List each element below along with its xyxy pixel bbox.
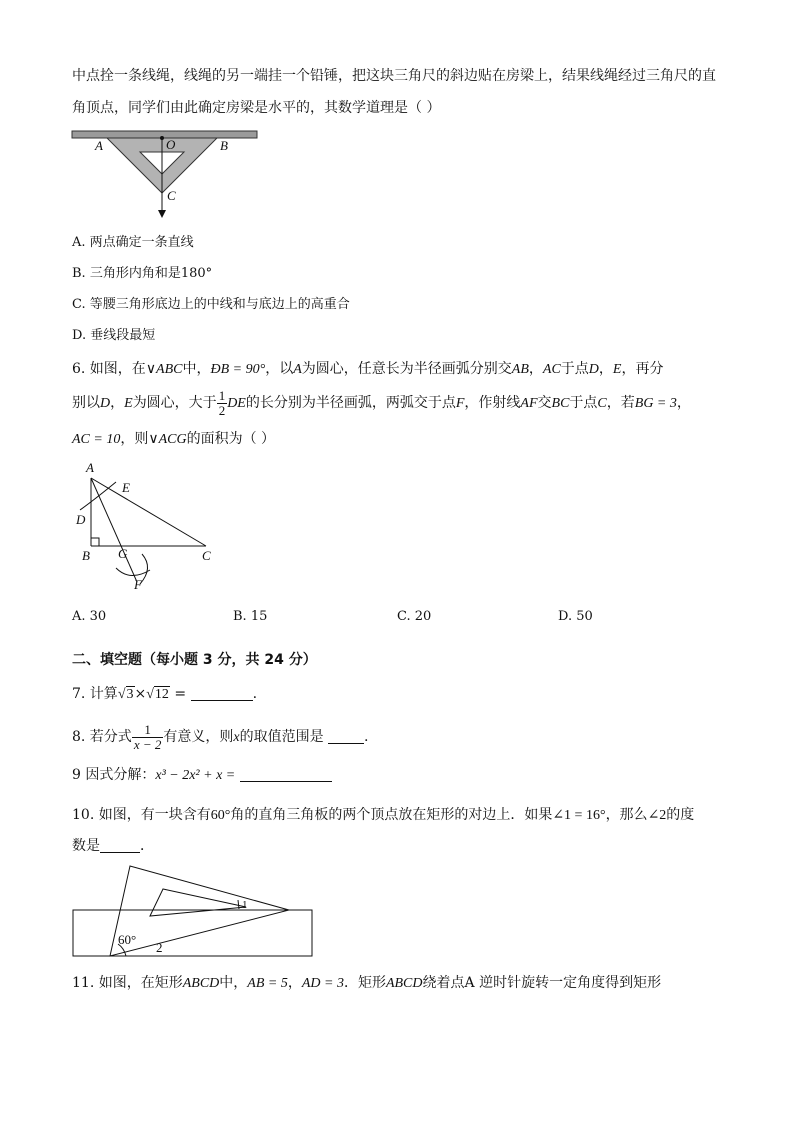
q5-figure [70, 128, 262, 220]
section-heading: 二、填空题（每小题 3 分，共 24 分） [72, 652, 317, 668]
label-c: C [202, 548, 211, 563]
label-f: F [134, 577, 142, 592]
label-e: E [122, 480, 130, 495]
q10-stem-line2: 数是 ． [72, 838, 154, 854]
q10-stem-line1: 10. 如图，有一块含有60°角的直角三角板的两个顶点放在矩形的对边上．如果∠1 = 16°，那么∠2的度 [72, 807, 695, 823]
q10-figure [72, 862, 316, 958]
q6-stem-line2: 别以D，E为圆心，大于 $\frac{1}{2}$ DE的长分别为半径画弧，两弧交于点F，作射线AF交BC于点C，若BG = 3， [72, 387, 691, 418]
q10-answer-blank[interactable] [100, 838, 140, 853]
q6-option-b[interactable]: B. 15 [233, 609, 268, 624]
plumb-arrow [158, 210, 166, 218]
q5-stem-line2: 角顶点，同学们由此确定房梁是水平的，其数学道理是（ ） [72, 100, 441, 116]
label-b: B [82, 548, 90, 563]
label-60: 60° [118, 932, 137, 947]
rectangle [73, 910, 312, 956]
label-d: D [76, 512, 86, 527]
q8-stem: 8. 若分式 $\frac{1}{x - 2}$ 有意义，则x的取值范围是 . [72, 721, 369, 752]
fraction-half: $\frac{1}{2}$ [218, 387, 226, 418]
right-angle-mark [91, 538, 99, 546]
q6-figure [72, 458, 222, 596]
q7-answer-blank[interactable] [191, 686, 253, 701]
q5-option-a[interactable]: A. 两点确定一条直线 [72, 235, 194, 250]
arc-de [80, 482, 116, 510]
q11-stem: 11. 如图，在矩形ABCD中，AB = 5，AD = 3．矩形ABCD绕着点A 逆时针旋转一定角度得到矩形 [72, 975, 662, 991]
q5-stem-line1: 中点拴一条线绳，线绳的另一端挂一个铅锤，把这块三角尺的斜边贴在房梁上，结果线绳经过三角尺的直 [72, 68, 716, 84]
label-a: A [95, 138, 103, 153]
q5-option-b[interactable]: B. 三角形内角和是180° [72, 266, 213, 281]
label-2: 2 [156, 940, 163, 955]
triangle-inner [150, 889, 246, 916]
label-a: A [86, 460, 94, 475]
q9-stem: 9 因式分解：x³ − 2x² + x = [72, 765, 332, 786]
q5-option-d[interactable]: D. 垂线段最短 [72, 328, 156, 343]
q6-option-a[interactable]: A. 30 [72, 609, 107, 624]
q6-stem-line1: 6. 如图，在∨ABC中，ÐB = 90°，以A为圆心，任意长为半径画弧分别交AB，AC于点D，E，再分 [72, 361, 664, 377]
beam [72, 131, 257, 138]
label-b: B [220, 138, 228, 153]
q7-stem: 7. 计算√3×√12 = . [72, 684, 257, 705]
q6-option-c[interactable]: C. 20 [397, 609, 432, 624]
sqrt-3: √3 [117, 687, 134, 702]
q6-option-d[interactable]: D. 50 [558, 609, 593, 624]
ray-af [91, 478, 137, 582]
q9-answer-blank[interactable] [240, 767, 332, 782]
fraction: $\frac{1}{x - 2}$ [133, 721, 162, 752]
label-1: 1 [242, 899, 248, 911]
q8-answer-blank[interactable] [328, 729, 364, 744]
sqrt-12: √12 [146, 687, 169, 702]
q5-option-c[interactable]: C. 等腰三角形底边上的中线和与底边上的高重合 [72, 297, 350, 312]
label-o: O [166, 137, 176, 152]
label-c: C [167, 188, 176, 203]
label-g: G [118, 546, 128, 561]
q6-stem-line3: AC = 10，则∨ACG的面积为（ ） [72, 431, 276, 447]
